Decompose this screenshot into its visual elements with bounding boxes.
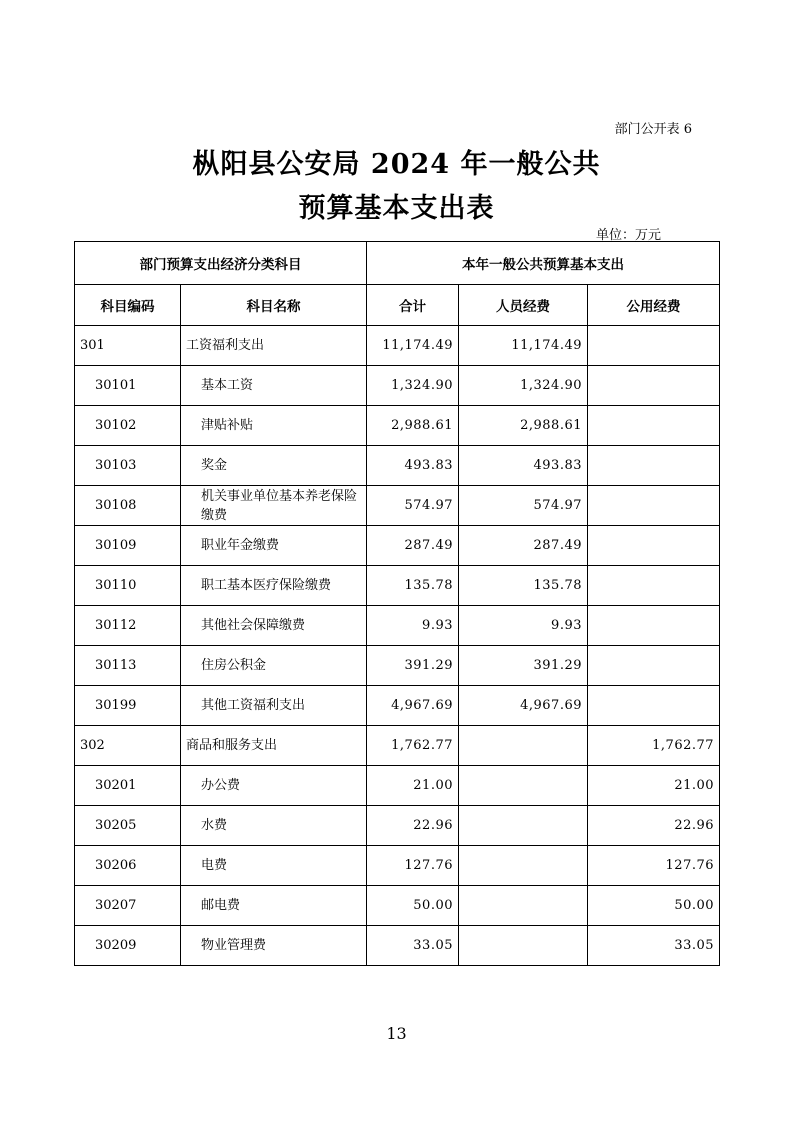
row-code: 30110 bbox=[75, 566, 181, 606]
table-row bbox=[75, 406, 720, 446]
row-personnel bbox=[459, 846, 588, 886]
row-public: 1,762.77 bbox=[588, 726, 720, 766]
row-personnel: 287.49 bbox=[459, 526, 588, 566]
table-row bbox=[75, 446, 720, 486]
row-name: 邮电费 bbox=[181, 886, 367, 926]
row-code: 30108 bbox=[75, 486, 181, 526]
row-name: 办公费 bbox=[181, 766, 367, 806]
header-code: 科目编码 bbox=[75, 285, 181, 326]
row-total: 127.76 bbox=[367, 846, 459, 886]
row-total: 22.96 bbox=[367, 806, 459, 846]
row-personnel bbox=[459, 766, 588, 806]
row-code: 30199 bbox=[75, 686, 181, 726]
header-group-row bbox=[75, 242, 720, 285]
row-public: 127.76 bbox=[588, 846, 720, 886]
row-code: 30109 bbox=[75, 526, 181, 566]
row-code: 30112 bbox=[75, 606, 181, 646]
row-code: 30207 bbox=[75, 886, 181, 926]
table-row bbox=[75, 326, 720, 366]
row-total: 135.78 bbox=[367, 566, 459, 606]
row-public: 50.00 bbox=[588, 886, 720, 926]
budget-table bbox=[74, 241, 720, 966]
row-public bbox=[588, 526, 720, 566]
row-public: 33.05 bbox=[588, 926, 720, 966]
row-total: 21.00 bbox=[367, 766, 459, 806]
row-personnel bbox=[459, 886, 588, 926]
row-name: 奖金 bbox=[181, 446, 367, 486]
row-public bbox=[588, 486, 720, 526]
table-body bbox=[75, 326, 720, 966]
row-total: 9.93 bbox=[367, 606, 459, 646]
row-personnel: 2,988.61 bbox=[459, 406, 588, 446]
row-code: 301 bbox=[75, 326, 181, 366]
row-public bbox=[588, 686, 720, 726]
row-public: 21.00 bbox=[588, 766, 720, 806]
row-total: 287.49 bbox=[367, 526, 459, 566]
table-row bbox=[75, 766, 720, 806]
table-number-label: 部门公开表 6 bbox=[614, 122, 692, 137]
row-personnel: 1,324.90 bbox=[459, 366, 588, 406]
table-row bbox=[75, 366, 720, 406]
header-personnel: 人员经费 bbox=[459, 285, 588, 326]
row-code: 30205 bbox=[75, 806, 181, 846]
header-basic-expenditure: 本年一般公共预算基本支出 bbox=[367, 242, 720, 285]
table-row bbox=[75, 606, 720, 646]
row-name: 其他工资福利支出 bbox=[181, 686, 367, 726]
table-row bbox=[75, 846, 720, 886]
row-personnel bbox=[459, 806, 588, 846]
row-total: 493.83 bbox=[367, 446, 459, 486]
row-public bbox=[588, 446, 720, 486]
row-name: 基本工资 bbox=[181, 366, 367, 406]
row-name: 物业管理费 bbox=[181, 926, 367, 966]
row-total: 1,762.77 bbox=[367, 726, 459, 766]
row-code: 30103 bbox=[75, 446, 181, 486]
row-total: 574.97 bbox=[367, 486, 459, 526]
row-code: 30206 bbox=[75, 846, 181, 886]
row-public bbox=[588, 646, 720, 686]
row-public bbox=[588, 366, 720, 406]
row-name: 住房公积金 bbox=[181, 646, 367, 686]
unit-label: 单位：万元 bbox=[595, 228, 661, 243]
header-economic-class: 部门预算支出经济分类科目 bbox=[75, 242, 367, 285]
row-personnel: 9.93 bbox=[459, 606, 588, 646]
row-personnel: 391.29 bbox=[459, 646, 588, 686]
row-public bbox=[588, 406, 720, 446]
row-personnel: 4,967.69 bbox=[459, 686, 588, 726]
row-name: 职业年金缴费 bbox=[181, 526, 367, 566]
table-row bbox=[75, 886, 720, 926]
row-code: 30209 bbox=[75, 926, 181, 966]
page-number: 13 bbox=[386, 1024, 407, 1043]
row-code: 30101 bbox=[75, 366, 181, 406]
row-name: 其他社会保障缴费 bbox=[181, 606, 367, 646]
row-code: 30113 bbox=[75, 646, 181, 686]
table-row bbox=[75, 646, 720, 686]
row-personnel: 493.83 bbox=[459, 446, 588, 486]
row-name: 水费 bbox=[181, 806, 367, 846]
page-title-line-1: 枞阳县公安局 2024 年一般公共 bbox=[192, 149, 601, 180]
row-name: 电费 bbox=[181, 846, 367, 886]
row-personnel: 574.97 bbox=[459, 486, 588, 526]
row-code: 30102 bbox=[75, 406, 181, 446]
row-public bbox=[588, 566, 720, 606]
table-row bbox=[75, 526, 720, 566]
row-total: 1,324.90 bbox=[367, 366, 459, 406]
row-personnel: 135.78 bbox=[459, 566, 588, 606]
row-total: 2,988.61 bbox=[367, 406, 459, 446]
table-row bbox=[75, 486, 720, 526]
header-public: 公用经费 bbox=[588, 285, 720, 326]
row-personnel: 11,174.49 bbox=[459, 326, 588, 366]
row-public bbox=[588, 606, 720, 646]
row-name: 职工基本医疗保险缴费 bbox=[181, 566, 367, 606]
table-row bbox=[75, 806, 720, 846]
table-row bbox=[75, 926, 720, 966]
table-row bbox=[75, 726, 720, 766]
row-total: 11,174.49 bbox=[367, 326, 459, 366]
row-code: 30201 bbox=[75, 766, 181, 806]
row-total: 50.00 bbox=[367, 886, 459, 926]
table-row bbox=[75, 686, 720, 726]
header-total: 合计 bbox=[367, 285, 459, 326]
row-personnel bbox=[459, 926, 588, 966]
row-name: 商品和服务支出 bbox=[181, 726, 367, 766]
row-public bbox=[588, 326, 720, 366]
row-public: 22.96 bbox=[588, 806, 720, 846]
row-name: 工资福利支出 bbox=[181, 326, 367, 366]
header-name: 科目名称 bbox=[181, 285, 367, 326]
row-total: 33.05 bbox=[367, 926, 459, 966]
row-total: 4,967.69 bbox=[367, 686, 459, 726]
header-column-row bbox=[75, 285, 720, 326]
row-personnel bbox=[459, 726, 588, 766]
row-total: 391.29 bbox=[367, 646, 459, 686]
table-row bbox=[75, 566, 720, 606]
row-code: 302 bbox=[75, 726, 181, 766]
page-title-line-2: 预算基本支出表 bbox=[298, 193, 495, 224]
row-name: 津贴补贴 bbox=[181, 406, 367, 446]
row-name: 机关事业单位基本养老保险缴费 bbox=[181, 486, 367, 526]
